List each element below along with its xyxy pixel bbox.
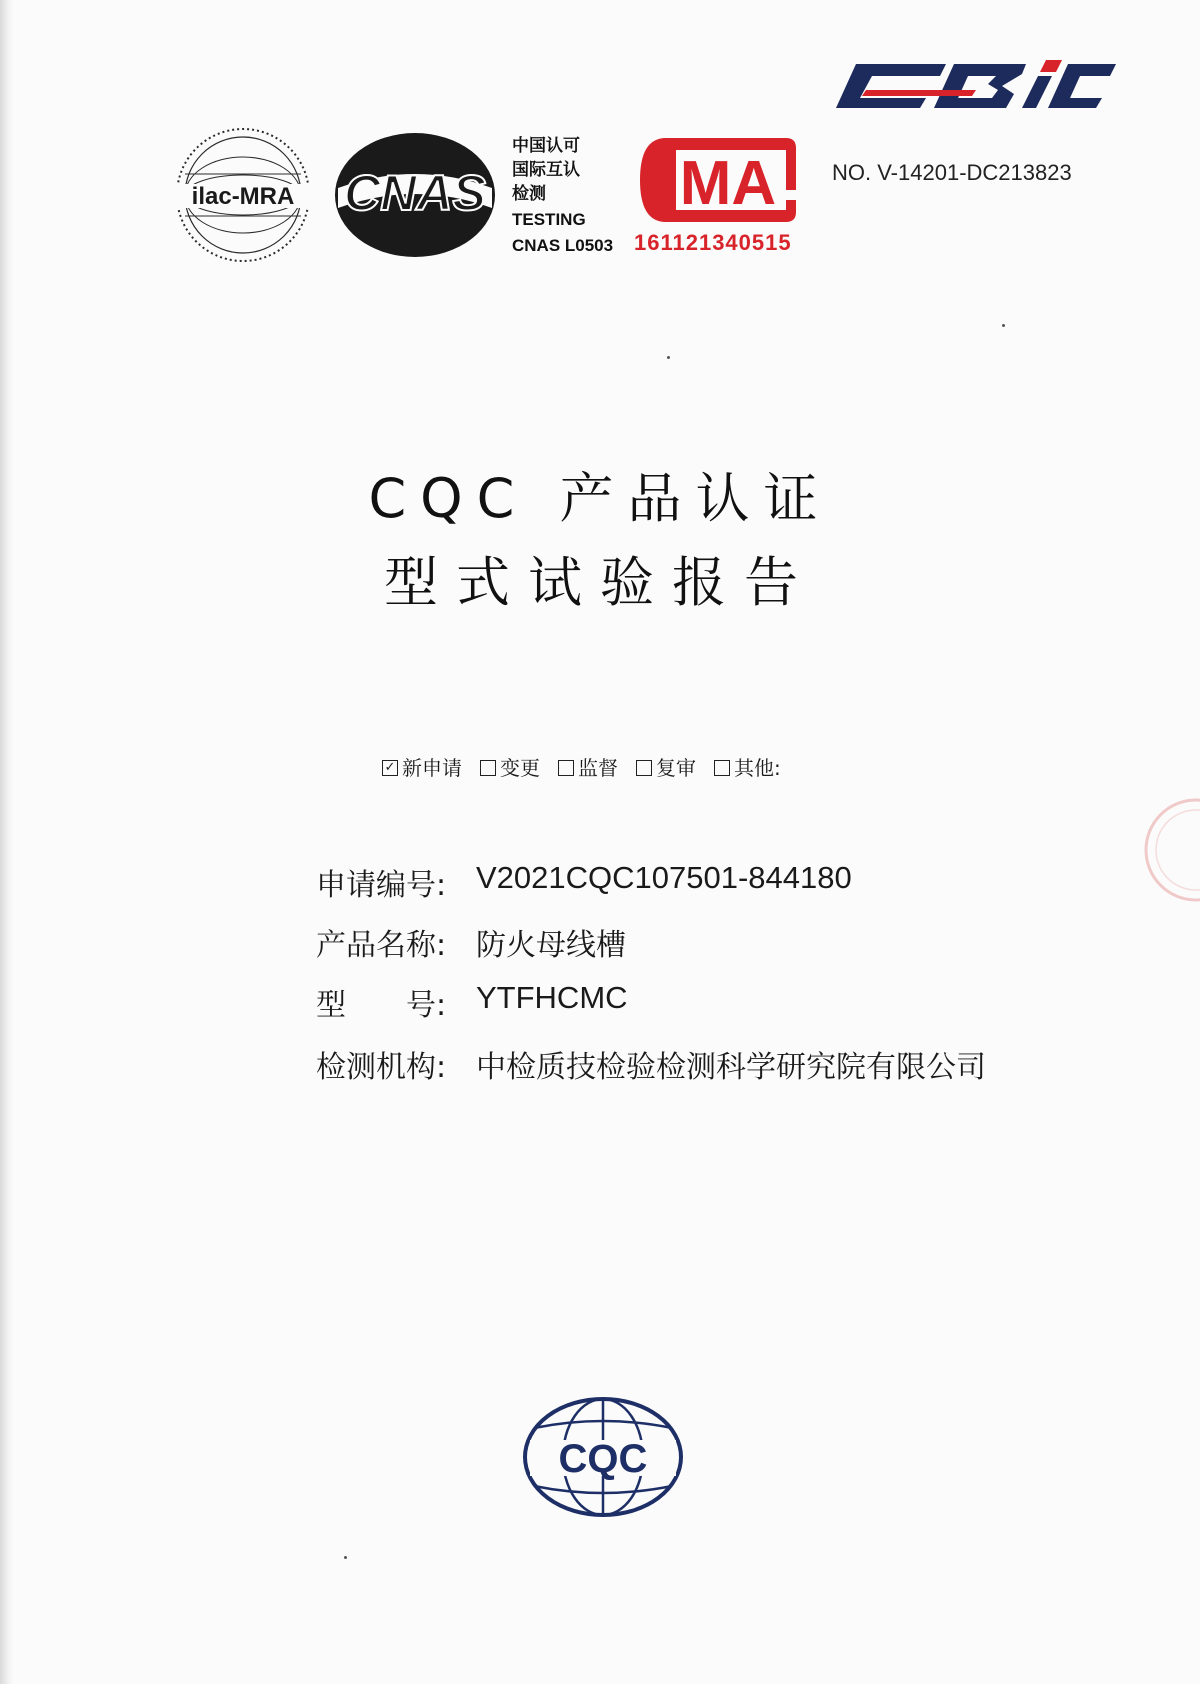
model-label: 型 号: bbox=[316, 988, 447, 1023]
option-label: 新申请 bbox=[402, 756, 462, 780]
cbic-logo bbox=[826, 50, 1116, 114]
cqc-logo-text: CQC bbox=[558, 1437, 648, 1481]
checkbox-checked-icon: ✓ bbox=[382, 760, 398, 776]
model-value: YTFHCMC bbox=[476, 980, 628, 1015]
model-row bbox=[316, 980, 628, 1024]
option-review bbox=[636, 752, 696, 781]
faint-seal-stamp bbox=[1126, 790, 1200, 910]
report-number: NO. V-14201-DC213823 bbox=[832, 160, 1072, 185]
option-label: 变更 bbox=[500, 756, 540, 780]
cnas-logo-text: CNAS bbox=[344, 165, 486, 221]
product-name-row bbox=[316, 920, 626, 964]
option-new-application bbox=[382, 752, 462, 781]
scan-speck bbox=[344, 1556, 347, 1559]
cnas-caption-1: 中国认可 bbox=[512, 136, 580, 156]
option-supervision bbox=[558, 752, 618, 781]
option-label: 监督 bbox=[578, 756, 618, 780]
cqc-logo bbox=[522, 1396, 684, 1518]
option-other bbox=[714, 752, 781, 781]
checkbox-empty-icon bbox=[480, 760, 496, 776]
report-title-line2: 型式试验报告 bbox=[384, 551, 816, 614]
product-name-value: 防火母线槽 bbox=[476, 928, 626, 963]
ilac-logo-text: ilac-MRA bbox=[191, 183, 295, 210]
cma-number: 161121340515 bbox=[634, 230, 792, 255]
option-label: 复审 bbox=[656, 756, 696, 780]
cnas-caption-2: 国际互认 bbox=[512, 160, 580, 180]
ilac-mra-logo bbox=[172, 124, 314, 266]
checkbox-empty-icon bbox=[714, 760, 730, 776]
cma-logo bbox=[636, 130, 800, 230]
option-change bbox=[480, 752, 540, 781]
application-number-value: V2021CQC107501-844180 bbox=[476, 860, 852, 895]
product-name-label: 产品名称: bbox=[316, 928, 447, 963]
scan-speck bbox=[667, 356, 670, 359]
checkbox-empty-icon bbox=[558, 760, 574, 776]
report-title-line1: CQC 产品认证 bbox=[368, 467, 832, 530]
cnas-caption-5: CNAS L0503 bbox=[512, 236, 614, 255]
cnas-logo bbox=[330, 130, 500, 260]
cma-logo-text: MA bbox=[679, 149, 777, 218]
cnas-caption-3: 检测 bbox=[512, 184, 546, 204]
application-type-options bbox=[382, 752, 781, 781]
page-edge-shadow bbox=[0, 0, 14, 1684]
testing-lab-value: 中检质技检验检测科学研究院有限公司 bbox=[476, 1050, 986, 1085]
cnas-caption-4: TESTING bbox=[512, 210, 586, 229]
scan-speck bbox=[1002, 324, 1005, 327]
testing-lab-row bbox=[316, 1042, 986, 1086]
application-number-row bbox=[316, 860, 852, 904]
application-number-label: 申请编号: bbox=[316, 868, 447, 903]
testing-lab-label: 检测机构: bbox=[316, 1050, 447, 1085]
option-label: 其他: bbox=[734, 756, 781, 780]
checkbox-empty-icon bbox=[636, 760, 652, 776]
